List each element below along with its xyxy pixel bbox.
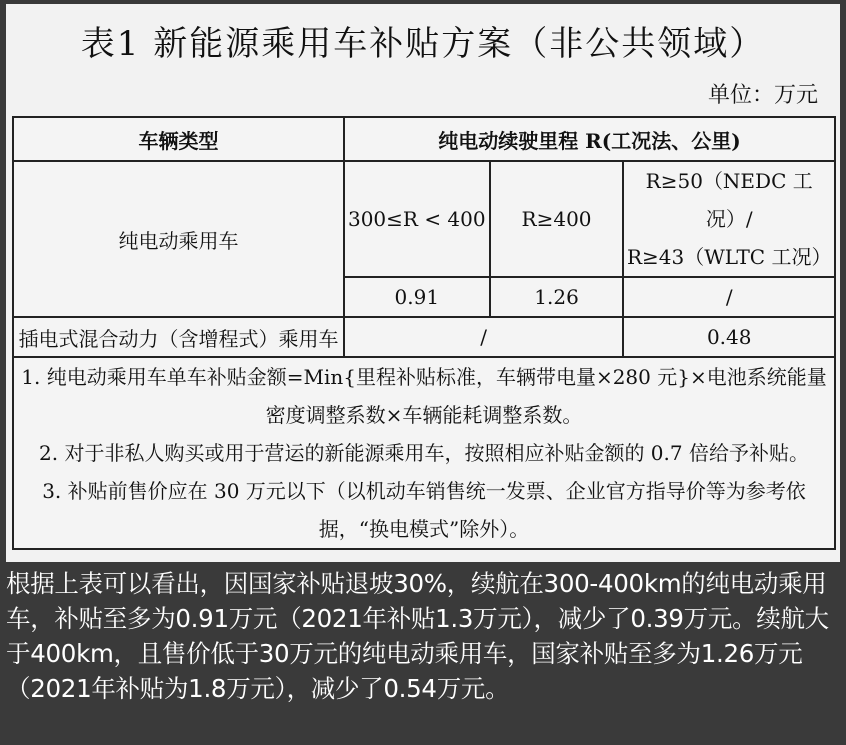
header-row xyxy=(13,117,835,161)
phev-value-bev-cols: / xyxy=(344,317,623,357)
note-2: 2. 对于非私人购买或用于营运的新能源乘用车，按照相应补贴金额的 0.7 倍给予补贴。 xyxy=(39,441,809,465)
phev-row xyxy=(13,317,835,357)
range-400-plus: R≥400 xyxy=(490,161,624,277)
range-row xyxy=(13,161,835,277)
phev-value: 0.48 xyxy=(623,317,835,357)
note-3: 3. 补贴前售价应在 30 万元以下（以机动车销售统一发票、企业官方指导价等为参考依据，“换电模式”除外）。 xyxy=(42,479,806,541)
phev-label: 插电式混合动力（含增程式）乘用车 xyxy=(13,317,344,357)
subsidy-table xyxy=(12,116,836,550)
header-vehicle-type: 车辆类型 xyxy=(13,117,344,161)
range-phev-condition xyxy=(623,161,835,277)
notes-cell xyxy=(13,357,835,549)
note-1: 1. 纯电动乘用车单车补贴金额=Min{里程补贴标准，车辆带电量×280 元}×电池系统能量密度调整系数×车辆能耗调整系数。 xyxy=(21,365,827,427)
unit-label: 单位：万元 xyxy=(707,83,818,108)
range-300-400: 300≤R < 400 xyxy=(344,161,490,277)
range-wltc: R≥43（WLTC 工况） xyxy=(626,245,832,269)
subsidy-document xyxy=(6,4,840,562)
header-range: 纯电动续驶里程 R(工况法、公里) xyxy=(344,117,835,161)
bev-value-400-plus: 1.26 xyxy=(490,277,624,317)
caption-text xyxy=(6,566,840,706)
bev-value-phev-col: / xyxy=(623,277,835,317)
range-nedc: R≥50（NEDC 工况）/ xyxy=(645,169,813,231)
table-title: 表1 新能源乘用车补贴方案（非公共领域） xyxy=(80,24,766,64)
notes-row xyxy=(13,357,835,549)
caption-paragraph: 根据上表可以看出，因国家补贴退坡30%，续航在300-400km的纯电动乘用车，补贴至多为0.91万元（2021年补贴1.3万元），减少了0.39万元。续航大于400km，且售价低于30万元的纯电动乘用车，国家补贴至多为1.26万元（2021年补贴为1.8万元），减少了0.54万元。 xyxy=(6,569,829,703)
bev-label: 纯电动乘用车 xyxy=(13,161,344,317)
bev-value-300-400: 0.91 xyxy=(344,277,490,317)
